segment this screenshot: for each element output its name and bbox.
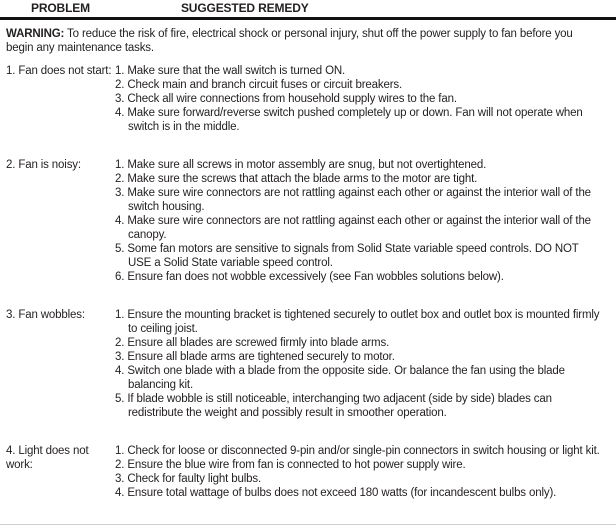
remedy-item: 1. Make sure all screws in motor assembly are snug, but not overtightened. [115, 159, 487, 171]
remedy-item: 4. Switch one blade with a blade from the opposite side. Or balance the fan using the blade balancing kit. [115, 365, 565, 391]
remedy-cell [115, 308, 616, 420]
problem-cell: 3. Fan wobbles: [6, 309, 85, 321]
remedy-item: 4. Make sure wire connectors are not rattling against each other or against the interior wall of the canopy. [115, 215, 591, 241]
remedy-item: 3. Ensure all blade arms are tightened securely to motor. [115, 351, 395, 363]
bottom-divider [0, 524, 616, 525]
warning-paragraph [6, 27, 602, 55]
table-header [0, 0, 616, 20]
table-row [0, 444, 616, 500]
remedy-item: 3. Check for faulty light bulbs. [115, 473, 262, 485]
problem-cell: 1. Fan does not start: [6, 65, 112, 77]
remedy-item: 1. Ensure the mounting bracket is tightened securely to outlet box and outlet box is mounted firmly to ceiling joist. [115, 309, 600, 335]
problem-cell: 4. Light does not work: [6, 445, 89, 471]
remedy-item: 2. Ensure all blades are screwed firmly into blade arms. [115, 337, 390, 349]
remedy-item: 3. Check all wire connections from household supply wires to the fan. [115, 93, 457, 105]
warning-label: WARNING: [6, 28, 65, 40]
remedy-column-header: SUGGESTED REMEDY [180, 1, 309, 15]
remedy-item: 3. Make sure wire connectors are not rattling against each other or against the interior wall of the switch housing. [115, 187, 591, 213]
remedy-item: 1. Check for loose or disconnected 9-pin and/or single-pin connectors in switch housing or light kit. [115, 445, 600, 457]
remedy-item: 2. Make sure the screws that attach the blade arms to the motor are tight. [115, 173, 478, 185]
remedy-item: 5. Some fan motors are sensitive to signals from Solid State variable speed controls. DO NOT USE a Solid State variable speed control. [115, 243, 579, 269]
problem-cell: 2. Fan is noisy: [6, 159, 81, 171]
remedy-item: 5. If blade wobble is still noticeable, interchanging two adjacent (side by side) blades can redistribute the weight and possibly result in smoother operation. [115, 393, 552, 419]
remedy-item: 2. Check main and branch circuit fuses or circuit breakers. [115, 79, 403, 91]
remedy-item: 6. Ensure fan does not wobble excessively (see Fan wobbles solutions below). [115, 271, 504, 283]
remedy-cell [115, 158, 616, 284]
table-row [0, 308, 616, 420]
problem-column-header: PROBLEM [31, 1, 90, 15]
warning-text: To reduce the risk of fire, electrical shock or personal injury, shut off the power supply to fan before you begin any maintenance tasks. [6, 28, 573, 54]
remedy-cell [115, 64, 616, 134]
table-row [0, 64, 616, 134]
remedy-item: 1. Make sure that the wall switch is turned ON. [115, 65, 346, 77]
remedy-item: 4. Make sure forward/reverse switch pushed completely up or down. Fan will not operate when switch is in the middle. [115, 107, 583, 133]
table-row [0, 158, 616, 284]
remedy-item: 4. Ensure total wattage of bulbs does not exceed 180 watts (for incandescent bulbs only). [115, 487, 557, 499]
remedy-item: 2. Ensure the blue wire from fan is connected to hot power supply wire. [115, 459, 466, 471]
remedy-cell [115, 444, 616, 500]
